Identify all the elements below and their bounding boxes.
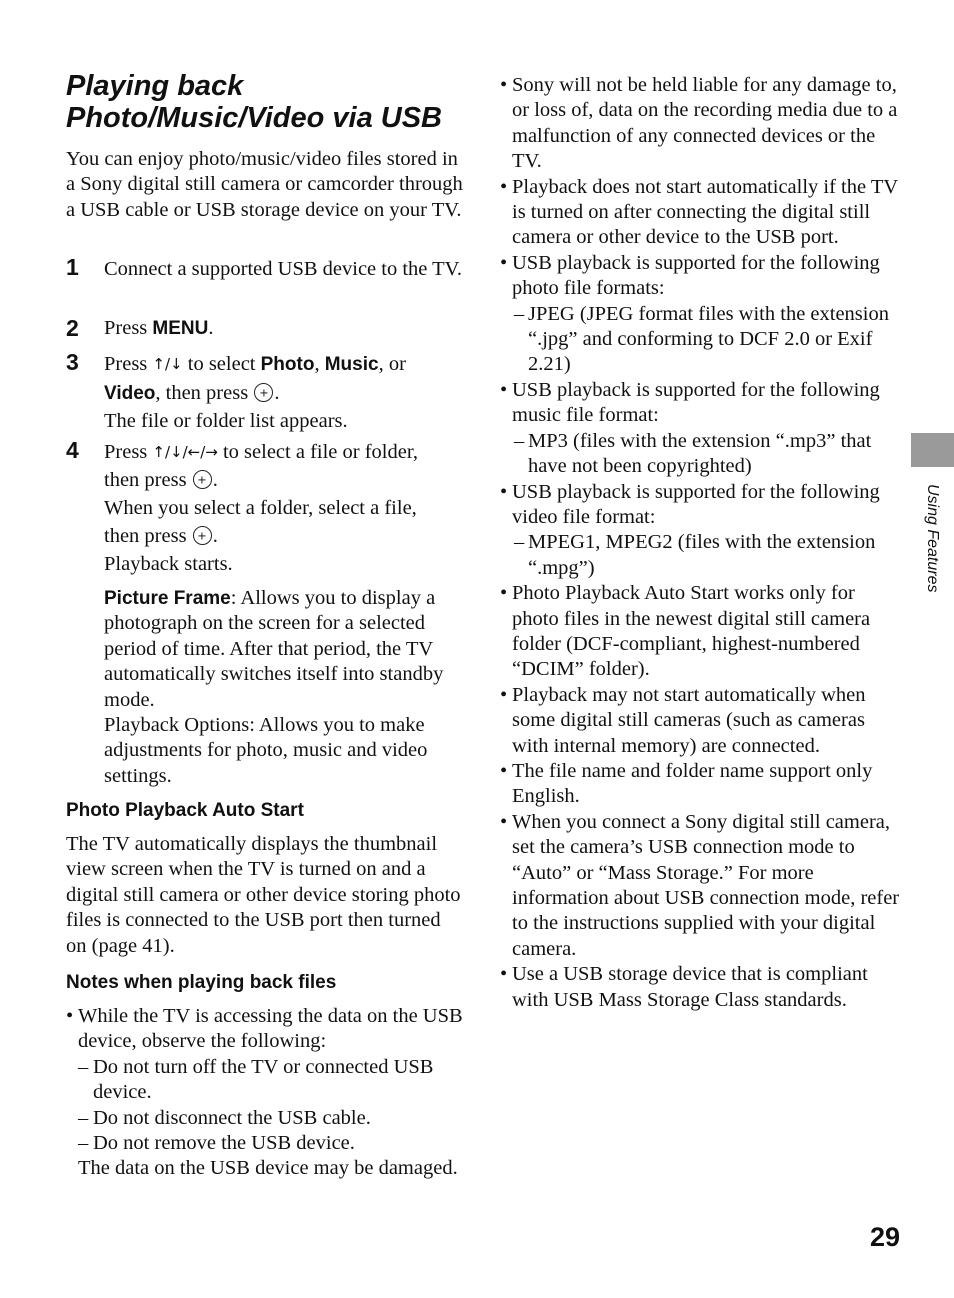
step-text-end: . bbox=[274, 382, 280, 404]
step-text: Connect a supported USB device to the TV. bbox=[104, 258, 462, 280]
note-text: MP3 (files with the extension “.mp3” that have not been copyrighted) bbox=[528, 429, 872, 478]
step-text: then press bbox=[104, 469, 187, 491]
sep: , or bbox=[378, 353, 406, 375]
step-1 bbox=[66, 255, 466, 283]
step-text: to select a file or folder, bbox=[217, 441, 418, 463]
list-item bbox=[66, 1004, 466, 1055]
step-number: 3 bbox=[66, 349, 79, 375]
page-number: 29 bbox=[869, 1222, 900, 1252]
step-result: Playback starts. bbox=[104, 553, 233, 575]
bullet: • bbox=[500, 251, 508, 274]
note-text: MPEG1, MPEG2 (files with the extension “.mpg”) bbox=[528, 531, 876, 579]
enter-button-icon bbox=[193, 526, 212, 545]
auto-start-paragraph: The TV automatically displays the thumbnail view screen when the TV is turned on and a digital still camera or other device storing photo files is connected to the USB port then turned on (page 41). bbox=[66, 833, 461, 957]
menu-button-label: MENU bbox=[152, 318, 209, 339]
note-text: While the TV is accessing the data on the USB device, observe the following: bbox=[78, 1005, 463, 1053]
step-text: to select bbox=[182, 353, 261, 375]
step-4 bbox=[66, 438, 466, 789]
dash: – bbox=[514, 429, 525, 452]
note-text: The data on the USB device may be damaged. bbox=[78, 1157, 458, 1180]
list-item bbox=[66, 1131, 466, 1156]
step-text-end: . bbox=[212, 469, 218, 491]
step-text: When you select a folder, select a file, bbox=[104, 497, 417, 519]
bullet: • bbox=[500, 378, 508, 401]
list-item bbox=[500, 759, 900, 810]
dash: – bbox=[514, 302, 525, 325]
bullet: • bbox=[500, 480, 508, 503]
dash: – bbox=[78, 1055, 89, 1078]
note-text: Do not remove the USB device. bbox=[93, 1132, 355, 1155]
bullet: • bbox=[500, 810, 508, 833]
list-item bbox=[500, 378, 900, 429]
bullet: • bbox=[500, 683, 508, 706]
note-text: Use a USB storage device that is compliant with USB Mass Storage Class standards. bbox=[512, 963, 868, 1011]
step-text: then press bbox=[104, 525, 187, 547]
step-2 bbox=[66, 316, 466, 341]
direction-arrows-icon: ↑/↓/←/→ bbox=[152, 443, 218, 461]
note-text: Do not turn off the TV or connected USB device. bbox=[93, 1055, 434, 1104]
bullet: • bbox=[500, 74, 508, 96]
enter-button-icon bbox=[193, 470, 212, 489]
up-down-arrow-icon: ↑/↓ bbox=[152, 355, 183, 373]
step-text-end: . bbox=[208, 317, 214, 339]
step-text-end: . bbox=[212, 525, 218, 547]
picture-frame-text: : Allows you to display a photograph on the screen for a selected period of time. After that period, the TV automatically switches itself into standby mode. bbox=[104, 587, 444, 711]
note-text: USB playback is supported for the following photo file formats: bbox=[512, 251, 880, 300]
music-label: Music bbox=[324, 354, 379, 375]
list-item bbox=[66, 1055, 466, 1106]
step-number: 1 bbox=[66, 254, 79, 280]
section-tab-marker bbox=[911, 433, 954, 467]
list-item bbox=[500, 302, 900, 378]
note-text: JPEG (JPEG format files with the extension “.jpg” and conforming to DCF 2.0 or Exif 2.21) bbox=[528, 302, 889, 376]
bullet: • bbox=[500, 582, 508, 605]
note-text: Photo Playback Auto Start works only for photo files in the newest digital still camera folder (DCF-compliant, highest-numbered “DCIM” folder). bbox=[512, 582, 871, 681]
list-item bbox=[500, 429, 900, 480]
note-text: Playback does not start automatically if the TV is turned on after connecting the digital still camera or other device to the USB port. bbox=[512, 175, 898, 249]
step-text: Press bbox=[104, 441, 153, 463]
auto-start-heading: Photo Playback Auto Start bbox=[66, 800, 304, 821]
list-item bbox=[500, 175, 900, 251]
photo-label: Photo bbox=[260, 354, 315, 375]
note-text: Do not disconnect the USB cable. bbox=[93, 1106, 371, 1129]
step-text: Press bbox=[104, 317, 153, 339]
notes-heading: Notes when playing back files bbox=[66, 972, 337, 993]
step-number: 4 bbox=[66, 437, 79, 463]
video-label: Video bbox=[104, 383, 156, 404]
step-number: 2 bbox=[66, 315, 79, 341]
list-item bbox=[66, 1106, 466, 1131]
list-item bbox=[500, 581, 900, 683]
note-text: USB playback is supported for the following video file format: bbox=[512, 480, 880, 528]
list-item bbox=[500, 810, 900, 962]
playback-options-note: Playback Options: Allows you to make adjustments for photo, music and video settings. bbox=[104, 714, 428, 787]
note-text: The file name and folder name support only English. bbox=[512, 759, 873, 808]
page-title bbox=[66, 70, 486, 134]
bullet: • bbox=[66, 1005, 74, 1027]
section-tab-label: Using Features bbox=[924, 484, 941, 593]
notes-list bbox=[66, 1004, 466, 1182]
bullet: • bbox=[500, 175, 508, 198]
step-result: The file or folder list appears. bbox=[104, 410, 348, 432]
page-title-line2: Photo/Music/Video via USB bbox=[66, 102, 442, 134]
step-text: Press bbox=[104, 353, 153, 375]
list-item bbox=[500, 530, 900, 581]
note-text: Playback may not start automatically when some digital still cameras (such as cameras with internal memory) are connected. bbox=[512, 683, 866, 757]
step-3 bbox=[66, 350, 466, 435]
dash: – bbox=[514, 531, 525, 554]
picture-frame-label: Picture Frame bbox=[104, 588, 231, 609]
list-item bbox=[500, 251, 900, 302]
enter-button-icon bbox=[254, 383, 273, 402]
list-item bbox=[500, 73, 900, 175]
picture-frame-note bbox=[104, 586, 466, 713]
list-item bbox=[500, 962, 900, 1013]
sep: , bbox=[314, 353, 325, 375]
intro-paragraph: You can enjoy photo/music/video files stored in a Sony digital still camera or camcorder through a USB cable or USB storage device on your TV. bbox=[66, 148, 463, 221]
dash: – bbox=[78, 1132, 89, 1155]
list-item bbox=[500, 683, 900, 759]
page-title-line1: Playing back bbox=[66, 70, 244, 102]
note-text: Sony will not be held liable for any damage to, or loss of, data on the recording media due to a malfunction of any connected devices or the TV. bbox=[512, 74, 898, 173]
note-text: When you connect a Sony digital still camera, set the camera’s USB connection mode to “Auto” or “Mass Storage.” For more information about USB connection mode, refer to the instructions supplied with your digital camera. bbox=[512, 810, 900, 960]
dash: – bbox=[78, 1106, 89, 1129]
list-item bbox=[500, 480, 900, 531]
bullet: • bbox=[500, 963, 508, 986]
step-text: , then press bbox=[155, 382, 249, 404]
note-text: USB playback is supported for the following music file format: bbox=[512, 378, 880, 427]
right-notes-list bbox=[500, 73, 900, 1013]
bullet: • bbox=[500, 759, 508, 782]
